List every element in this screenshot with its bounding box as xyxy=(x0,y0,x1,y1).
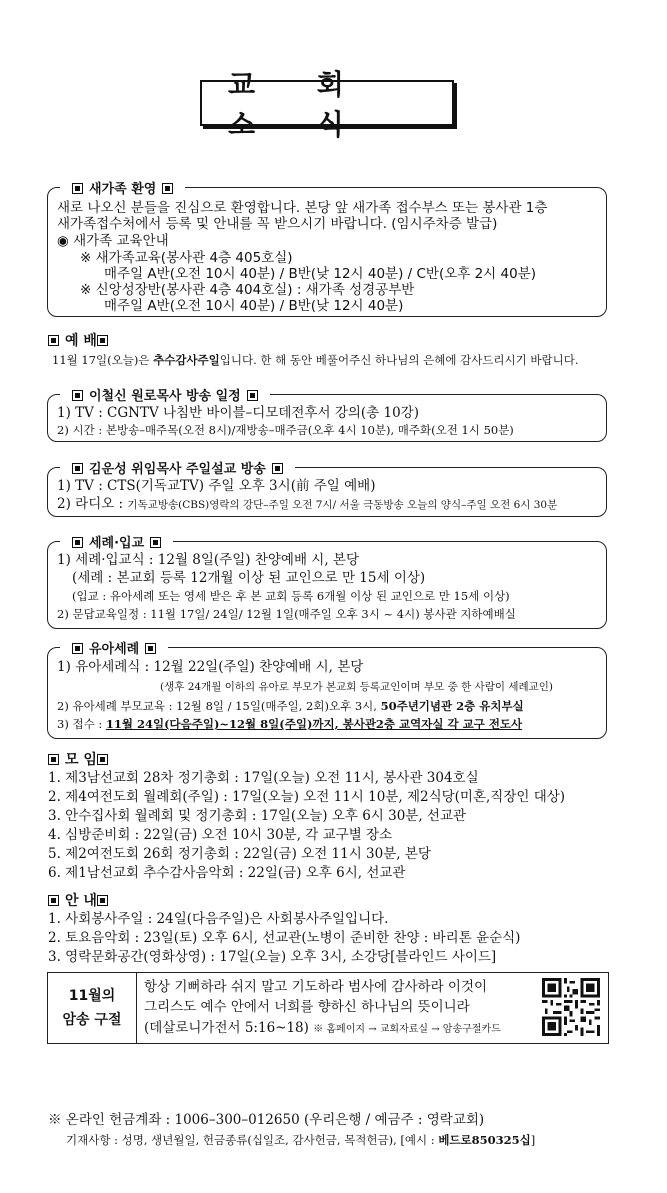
welcome-edu-title: ◉ 새가족 교육안내 xyxy=(57,233,169,249)
online-account-line: ※ 온라인 헌금계좌 : 1006–300–012650 (우리은행 / 예금주 : 영락교회) xyxy=(48,1112,485,1128)
qr-code-icon[interactable] xyxy=(542,978,600,1036)
square-bullet-icon xyxy=(162,183,173,194)
square-bullet-icon xyxy=(72,183,83,194)
notice-heading: 안 내 xyxy=(48,890,114,910)
welcome-heading: 새가족 환영 xyxy=(60,178,185,197)
notice-item: 3. 영락문화공간(영화상영) : 17일(오늘) 오후 3시, 소강당[블라인드 사이드] xyxy=(48,949,497,965)
welcome-line-2: 새가족접수처에서 등록 및 안내를 꼭 받으시기 바랍니다. (임시주차증 발급) xyxy=(57,216,498,232)
square-bullet-icon xyxy=(48,895,59,906)
welcome-edu-1-time: 매주일 A반(오전 10시 40분) / B반(낮 12시 40분) / C반(오후 2시 40분) xyxy=(104,266,537,282)
infant-line-4: 3) 접수 : 11월 24일(다음주일)~12월 8일(주일)까지, 봉사관2층 교역자실 각 교구 전도사 xyxy=(57,717,523,731)
page-title-box xyxy=(200,68,454,141)
broadcast2-line-1: 1) TV : CTS(기독교TV) 주일 오후 3시(前 주일 예배) xyxy=(57,478,376,494)
online-note-line: 기재사항 : 성명, 생년월일, 헌금종류(십일조, 감사헌금, 목적헌금), [예시 : 베드로850325십] xyxy=(66,1133,536,1147)
square-bullet-icon xyxy=(72,643,83,654)
infant-line-1: 1) 유아세례식 : 12월 22일(주일) 찬양예배 시, 본당 xyxy=(57,659,364,675)
square-bullet-icon xyxy=(48,335,59,346)
memory-verse-line-2: 그리스도 예수 안에서 너희를 향하신 하나님의 뜻이니라 xyxy=(144,999,470,1015)
infant-baptism-heading: 유아세례 xyxy=(60,638,168,657)
infant-line-2: (생후 24개월 이하의 유아로 부모가 본교회 등록교인이며 부모 중 한 사람이 세례교인) xyxy=(160,681,553,693)
broadcast2-line-2: 2) 라디오 : 기독교방송(CBS)영락의 강단–주일 오전 7시/ 서울 극동방송 오늘의 양식–주일 오전 6시 30분 xyxy=(57,496,558,512)
memory-verse-box xyxy=(47,972,609,1044)
meeting-item: 5. 제2여전도회 26회 정기총회 : 22일(금) 오전 11시 30분, 본당 xyxy=(48,846,431,862)
square-bullet-icon xyxy=(97,335,108,346)
square-bullet-icon xyxy=(150,537,161,548)
meeting-item: 2. 제4여전도회 월례회(주일) : 17일(오늘) 오전 11시 10분, 제2식당(미혼,직장인 대상) xyxy=(48,789,566,805)
welcome-line-1: 새로 나오신 분들을 진심으로 환영합니다. 본당 앞 새가족 접수부스 또는 봉사관 1층 xyxy=(57,200,548,216)
square-bullet-icon xyxy=(72,537,83,548)
worship-line: 11월 17일(오늘)은 추수감사주일입니다. 한 해 동안 베풀어주신 하나님의 은혜에 감사드리시기 바랍니다. xyxy=(52,353,579,367)
infant-line-3: 2) 유아세례 부모교육 : 12월 8일 / 15일(매주일, 2회)오후 3시, 50주년기념관 2층 유치부실 xyxy=(57,699,524,713)
square-bullet-icon xyxy=(272,463,283,474)
broadcast1-heading: 이철신 원로목사 방송 일정 xyxy=(60,385,270,404)
welcome-edu-1: ※ 새가족교육(봉사관 4층 405호실) xyxy=(80,250,293,266)
welcome-edu-2-time: 매주일 A반(오전 10시 40분) / B반(낮 12시 40분) xyxy=(104,298,404,314)
broadcast1-line-1: 1) TV : CGNTV 나침반 바이블–디모데전후서 강의(총 10강) xyxy=(57,405,419,421)
meeting-item: 6. 제1남선교회 추수감사음악회 : 22일(금) 오후 6시, 선교관 xyxy=(48,865,406,881)
square-bullet-icon xyxy=(48,754,59,765)
square-bullet-icon xyxy=(72,463,83,474)
baptism-line-1: 1) 세례·입교식 : 12월 8일(주일) 찬양예배 시, 본당 xyxy=(57,552,359,568)
square-bullet-icon xyxy=(72,390,83,401)
page-title: 교 회 소 식 xyxy=(228,68,370,141)
meetings-heading: 모 임 xyxy=(48,749,114,769)
baptism-heading: 세례·입교 xyxy=(60,532,173,551)
square-bullet-icon xyxy=(97,754,108,765)
baptism-line-2: (세례 : 본교회 등록 12개월 이상 된 교인으로 만 15세 이상) xyxy=(72,570,426,586)
square-bullet-icon xyxy=(97,895,108,906)
broadcast1-line-2: 2) 시간 : 본방송–매주목(오전 8시)/재방송–매주금(오후 4시 10분), 매주화(오전 1시 50분) xyxy=(57,423,514,437)
memory-verse-line-1: 항상 기뻐하라 쉬지 말고 기도하라 범사에 감사하라 이것이 xyxy=(144,979,488,995)
memory-verse-ref: (데살로니가전서 5:16~18) ※ 홈페이지 → 교회자료실 → 암송구절카드 xyxy=(144,1020,501,1036)
welcome-edu-2: ※ 신앙성장반(봉사관 4층 404호실) : 새가족 성경공부반 xyxy=(80,282,415,298)
worship-heading: 예 배 xyxy=(48,330,114,350)
memory-verse-label: 11월의 암송 구절 xyxy=(48,973,137,1043)
square-bullet-icon xyxy=(247,390,258,401)
baptism-line-4: 2) 문답교육일정 : 11월 17일/ 24일/ 12월 1일(매주일 오후 3시 ~ 4시) 봉사관 지하예배실 xyxy=(57,607,516,621)
meeting-item: 3. 안수집사회 월례회 및 정기총회 : 17일(오늘) 오후 6시 30분, 선교관 xyxy=(48,808,467,824)
broadcast2-heading: 김운성 위임목사 주일설교 방송 xyxy=(60,458,295,477)
meeting-item: 4. 심방준비회 : 22일(금) 오전 10시 30분, 각 교구별 장소 xyxy=(48,827,393,843)
meeting-item: 1. 제3남선교회 28차 정기총회 : 17일(오늘) 오전 11시, 봉사관 304호실 xyxy=(48,770,479,786)
notice-item: 2. 토요음악회 : 23일(토) 오후 6시, 선교관(노병이 준비한 찬양 : 바리톤 윤순식) xyxy=(48,930,521,946)
baptism-line-3: (입교 : 유아세례 또는 영세 받은 후 본 교회 등록 6개월 이상 된 교인으로 만 15세 이상) xyxy=(72,589,510,603)
square-bullet-icon xyxy=(145,643,156,654)
notice-item: 1. 사회봉사주일 : 24일(다음주일)은 사회봉사주일입니다. xyxy=(48,911,389,927)
